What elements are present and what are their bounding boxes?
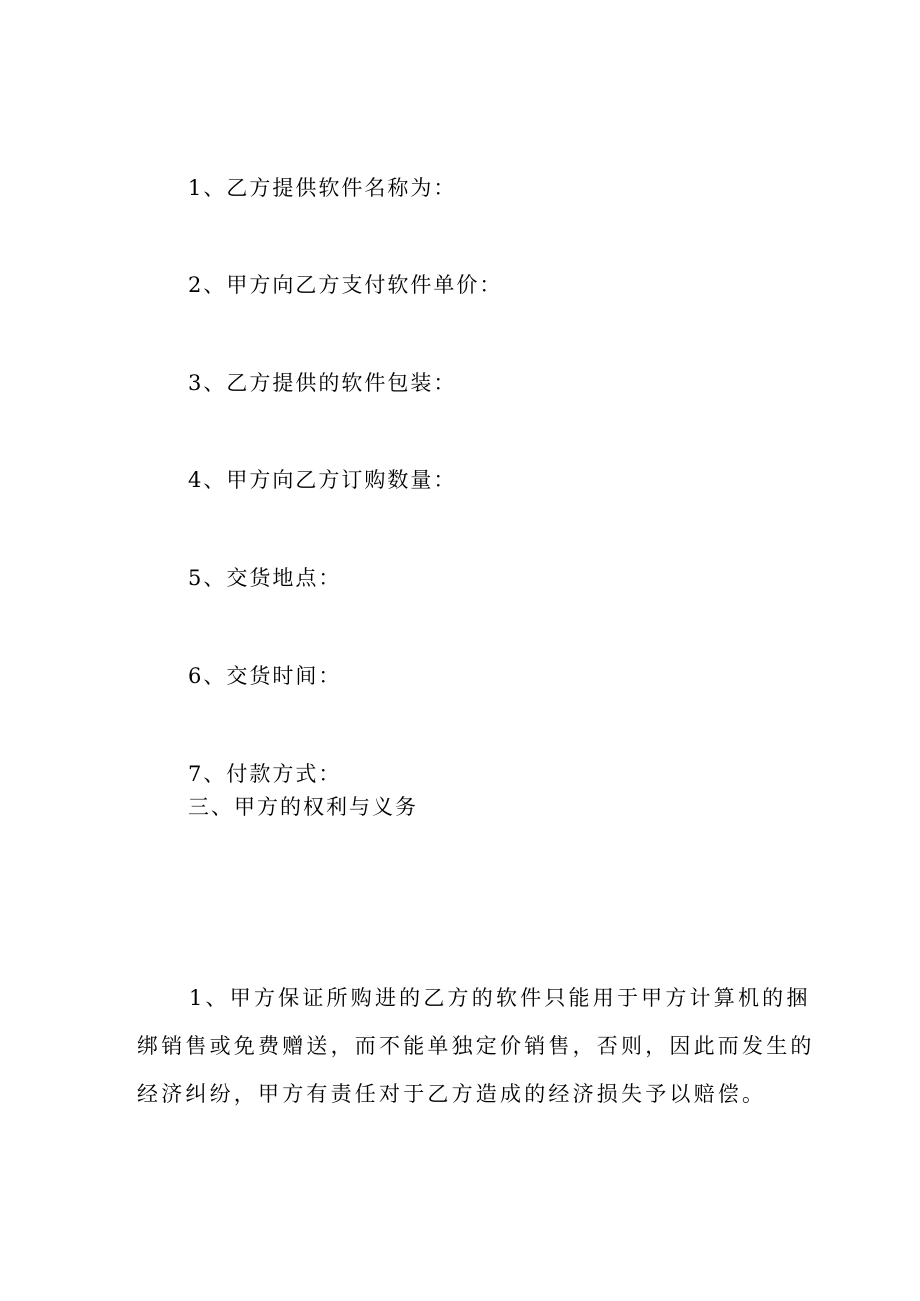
- contract-item-delivery-time: 6、交货时间：: [188, 664, 342, 688]
- contract-item-order-quantity: 4、甲方向乙方订购数量：: [188, 468, 457, 492]
- contract-item-delivery-location: 5、交货地点：: [188, 566, 342, 590]
- section-heading: 三、甲方的权利与义务: [188, 795, 418, 819]
- paragraph-line: 经济纠纷，甲方有责任对于乙方造成的经济损失予以赔偿。: [137, 1082, 767, 1106]
- paragraph-line: 绑销售或免费赠送，而不能单独定价销售，否则，因此而发生的: [137, 1034, 815, 1058]
- paragraph-line: 1、甲方保证所购进的乙方的软件只能用于甲方计算机的捆: [189, 986, 811, 1010]
- contract-item-packaging: 3、乙方提供的软件包装：: [188, 371, 457, 395]
- contract-item-software-name: 1、乙方提供软件名称为：: [188, 176, 457, 200]
- rights-obligations-paragraph: [137, 974, 815, 1118]
- contract-item-payment-method: 7、付款方式：: [188, 762, 342, 786]
- contract-item-unit-price: 2、甲方向乙方支付软件单价：: [188, 273, 503, 297]
